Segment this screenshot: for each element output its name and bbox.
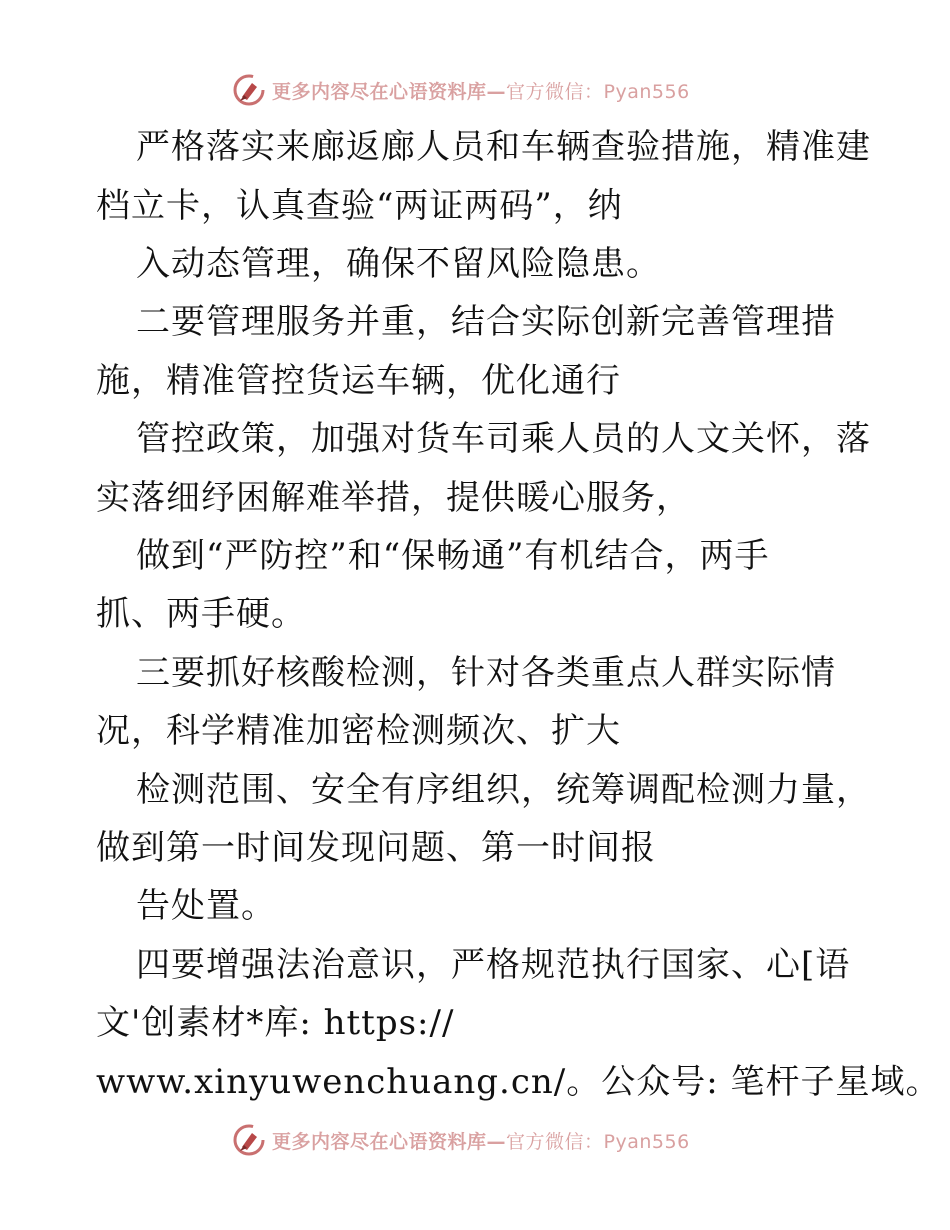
body-line-6: 管控政策，加强对货车司乘人员的人文关怀，落	[136, 419, 871, 459]
body-line-16: 文'创素材*库: https://	[96, 1003, 455, 1043]
header-watermark	[232, 70, 690, 110]
body-line-9: 抓、两手硬。	[96, 594, 306, 634]
body-line-7: 实落细纾困解难举措，提供暖心服务，	[96, 478, 691, 518]
watermark-official-label: 官方微信：	[506, 80, 604, 103]
body-line-17: www.xinyuwenchuang.cn/。公众号: 笔杆子星域。	[96, 1062, 941, 1102]
body-line-3: 入动态管理，确保不留风险隐患。	[136, 244, 661, 284]
body-line-13: 做到第一时间发现问题、第一时间报	[96, 828, 656, 868]
watermark-separator: —	[486, 80, 507, 103]
body-line-5: 施，精准管控货运车辆，优化通行	[96, 361, 621, 401]
pen-nib-logo-icon	[232, 1123, 266, 1157]
footer-watermark	[232, 1120, 690, 1160]
body-line-15: 四要增强法治意识，严格规范执行国家、心[语	[136, 945, 851, 985]
body-line-12: 检测范围、安全有序组织，统筹调配检测力量，	[136, 770, 871, 810]
watermark-official-label: 官方微信：	[506, 1130, 604, 1153]
body-line-2: 档立卡，认真查验“两证两码”，纳	[96, 186, 623, 226]
body-line-11: 况，科学精准加密检测频次、扩大	[96, 711, 621, 751]
body-line-4: 二要管理服务并重，结合实际创新完善管理措	[136, 302, 836, 342]
watermark-text: 更多内容尽在心语资料库	[272, 1130, 487, 1153]
body-line-10: 三要抓好核酸检测，针对各类重点人群实际情	[136, 653, 836, 693]
watermark-separator: —	[486, 1130, 507, 1153]
body-line-1: 严格落实来廊返廊人员和车辆查验措施，精准建	[136, 127, 871, 167]
body-line-8: 做到“严防控”和“保畅通”有机结合，两手	[136, 536, 770, 576]
body-line-14: 告处置。	[136, 886, 276, 926]
watermark-text: 更多内容尽在心语资料库	[272, 80, 487, 103]
watermark-wechat-id: Pyan556	[603, 80, 690, 103]
pen-nib-logo-icon	[232, 73, 266, 107]
watermark-wechat-id: Pyan556	[603, 1130, 690, 1153]
